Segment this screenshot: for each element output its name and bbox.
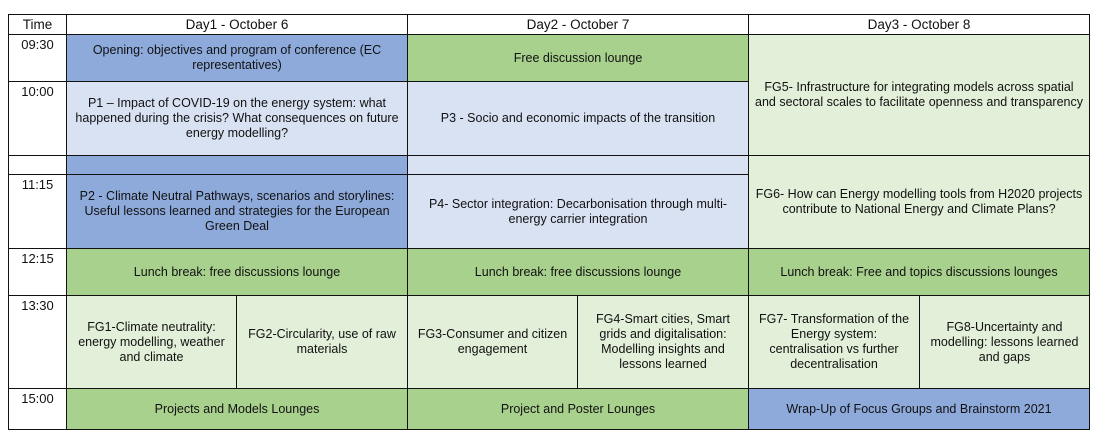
time-1115: 11:15 — [9, 175, 67, 249]
header-time: Time — [9, 15, 67, 35]
day2-p4: P4- Sector integration: Decarbonisation through multi-energy carrier integration — [408, 175, 749, 249]
day2-p3: P3 - Socio and economic impacts of the transition — [408, 82, 749, 156]
time-1500: 15:00 — [9, 389, 67, 430]
time-1000: 10:00 — [9, 82, 67, 156]
day1-lounges: Projects and Models Lounges — [67, 389, 408, 430]
time-0930: 09:30 — [9, 35, 67, 82]
time-blank — [9, 156, 67, 175]
day1-break — [67, 156, 408, 175]
day2-break — [408, 156, 749, 175]
day3-fg7: FG7- Transformation of the Energy system: centralisation vs further decentralisation — [749, 296, 920, 389]
header-day2: Day2 - October 7 — [408, 15, 749, 35]
day1-lunch: Lunch break: free discussions lounge — [67, 249, 408, 296]
day3-wrapup: Wrap-Up of Focus Groups and Brainstorm 2021 — [749, 389, 1090, 430]
day2-lunch: Lunch break: free discussions lounge — [408, 249, 749, 296]
time-1330: 13:30 — [9, 296, 67, 389]
day3-fg5: FG5- Infrastructure for integrating models across spatial and sectoral scales to facilitate openness and transparency — [749, 35, 1090, 156]
day3-fg6: FG6- How can Energy modelling tools from H2020 projects contribute to National Energy and Climate Plans? — [749, 156, 1090, 249]
day3-lunch: Lunch break: Free and topics discussions lounges — [749, 249, 1090, 296]
header-day1: Day1 - October 6 — [67, 15, 408, 35]
day1-opening: Opening: objectives and program of conference (EC representatives) — [67, 35, 408, 82]
day2-lounges: Project and Poster Lounges — [408, 389, 749, 430]
day2-free-lounge: Free discussion lounge — [408, 35, 749, 82]
day1-fg2: FG2-Circularity, use of raw materials — [237, 296, 408, 389]
time-1215: 12:15 — [9, 249, 67, 296]
day1-p1: P1 – Impact of COVID-19 on the energy system: what happened during the crisis? What consequences on future energy modelling? — [67, 82, 408, 156]
day2-fg3: FG3-Consumer and citizen engagement — [408, 296, 578, 389]
header-day3: Day3 - October 8 — [749, 15, 1090, 35]
schedule-table — [8, 14, 1090, 430]
day2-fg4: FG4-Smart cities, Smart grids and digitalisation: Modelling insights and lessons learned — [578, 296, 749, 389]
day1-fg1: FG1-Climate neutrality: energy modelling, weather and climate — [67, 296, 237, 389]
day3-fg8: FG8-Uncertainty and modelling: lessons learned and gaps — [920, 296, 1090, 389]
day1-p2: P2 - Climate Neutral Pathways, scenarios and storylines: Useful lessons learned and strategies for the European Green Deal — [67, 175, 408, 249]
